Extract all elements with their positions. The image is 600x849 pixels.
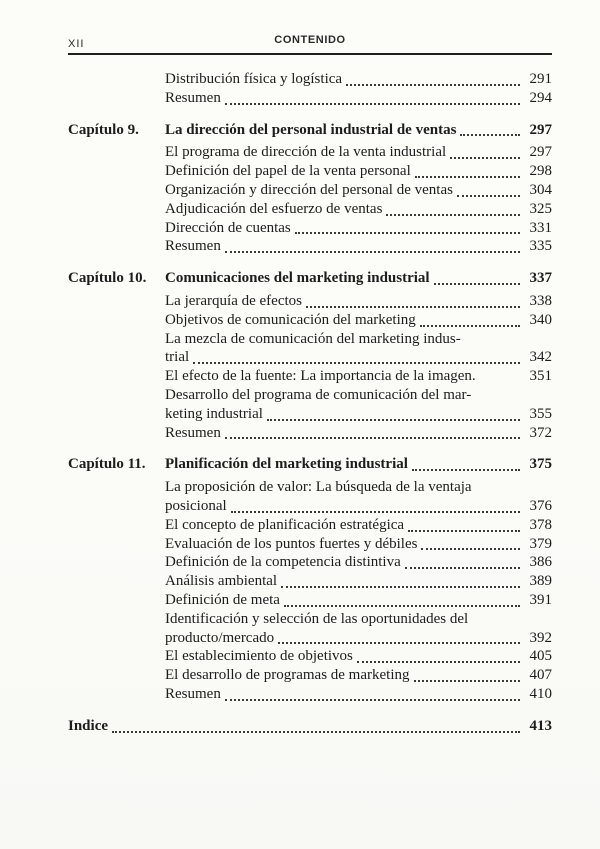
toc-entry — [68, 219, 552, 238]
chapter-label: Capítulo 9. — [68, 121, 139, 138]
dot-leader — [457, 195, 520, 197]
entry-page-number: 294 — [529, 89, 552, 106]
toc-entry — [68, 535, 552, 554]
entry-title: Organización y dirección del personal de ventas — [165, 181, 453, 198]
index-entry — [68, 717, 552, 736]
toc-entry — [68, 572, 552, 591]
entry-page-number: 342 — [529, 349, 552, 366]
toc-entry — [68, 666, 552, 685]
toc-entry-wrap-line — [68, 386, 552, 405]
entry-title: Definición de meta — [165, 591, 280, 608]
entry-page-number: 407 — [529, 667, 552, 684]
entry-page-number: 379 — [529, 535, 552, 552]
toc-entry-wrap-line — [68, 478, 552, 497]
dot-leader — [421, 548, 520, 550]
toc-entry — [68, 311, 552, 330]
chapter-title: Comunicaciones del marketing industrial — [165, 270, 430, 287]
entry-page-number: 304 — [529, 181, 552, 198]
toc-entry — [68, 367, 552, 386]
entry-page-number: 331 — [529, 219, 552, 236]
entry-title: El efecto de la fuente: La importancia de la imagen. — [165, 368, 476, 385]
entry-page-number: 355 — [529, 405, 552, 422]
entry-page-number: 291 — [529, 71, 552, 87]
dot-leader — [415, 176, 520, 178]
entry-title: Resumen — [165, 424, 221, 441]
entry-title: La mezcla de comunicación del marketing indus- — [165, 330, 461, 347]
toc-entry — [68, 200, 552, 219]
dot-leader — [408, 530, 520, 532]
entry-page-number: 376 — [529, 497, 552, 514]
entry-title: La jerarquía de efectos — [165, 292, 302, 309]
toc-entry — [68, 516, 552, 535]
toc-entry — [68, 405, 552, 424]
entry-title: Dirección de cuentas — [165, 219, 291, 236]
toc-entry — [68, 237, 552, 256]
chapter-page-number: 297 — [529, 121, 552, 138]
entry-title: Análisis ambiental — [165, 573, 278, 590]
toc-section-chapter-9 — [68, 121, 552, 257]
chapter-title: La dirección del personal industrial de ventas — [165, 121, 457, 138]
toc-section-continued — [68, 70, 552, 108]
header-rule — [68, 53, 552, 55]
dot-leader — [225, 103, 520, 105]
toc-entry — [68, 553, 552, 572]
entry-title: La proposición de valor: La búsqueda de la ventaja — [165, 479, 472, 496]
toc-section-chapter-11 — [68, 455, 552, 703]
entry-page-number: 378 — [529, 516, 552, 533]
index-page-number: 413 — [529, 717, 552, 734]
entry-page-number: 298 — [529, 163, 552, 180]
entry-title: posicional — [165, 497, 227, 514]
entry-title: Objetivos de comunicación del marketing — [165, 311, 416, 328]
entry-title: Resumen — [165, 685, 221, 702]
toc-entry — [68, 424, 552, 443]
chapter-label: Capítulo 10. — [68, 270, 147, 287]
entry-title: El programa de dirección de la venta industrial — [165, 144, 447, 161]
entry-page-number: 325 — [529, 200, 552, 217]
entry-page-number: 392 — [529, 629, 552, 646]
dot-leader — [225, 437, 520, 439]
entry-title: El desarrollo de programas de marketing — [165, 667, 410, 684]
toc-entry — [68, 89, 552, 108]
page-folio: XII — [68, 38, 85, 50]
dot-leader — [306, 306, 520, 308]
dot-leader — [450, 157, 520, 159]
dot-leader — [414, 680, 521, 682]
toc-entry — [68, 292, 552, 311]
entry-title: El establecimiento de objetivos — [165, 648, 353, 665]
entry-title: Adjudicación del esfuerzo de ventas — [165, 200, 383, 217]
dot-leader — [405, 567, 520, 569]
entry-page-number: 338 — [529, 292, 552, 309]
dot-leader — [112, 731, 520, 733]
entry-page-number: 386 — [529, 554, 552, 571]
entry-page-number: 351 — [529, 368, 552, 385]
entry-page-number: 391 — [529, 591, 552, 608]
chapter-title: Planificación del marketing industrial — [165, 456, 408, 473]
entry-page-number: 410 — [529, 685, 552, 702]
entry-title: Resumen — [165, 238, 221, 255]
toc-entry — [68, 70, 552, 89]
index-label: Indice — [68, 717, 109, 734]
dot-leader — [193, 362, 520, 364]
chapter-label: Capítulo 11. — [68, 456, 146, 473]
entry-title: Evaluación de los puntos fuertes y débiles — [165, 535, 418, 552]
table-of-contents — [68, 70, 552, 736]
entry-page-number: 389 — [529, 573, 552, 590]
entry-title: Identificación y selección de las oportunidades del — [165, 610, 469, 627]
dot-leader — [225, 699, 520, 701]
toc-entry — [68, 181, 552, 200]
toc-section-chapter-10 — [68, 269, 552, 442]
toc-entry — [68, 629, 552, 648]
chapter-page-number: 337 — [529, 270, 552, 287]
dot-leader — [386, 214, 520, 216]
chapter-heading — [68, 455, 552, 474]
entry-title: Resumen — [165, 89, 221, 106]
toc-entry — [68, 685, 552, 704]
dot-leader — [346, 84, 520, 86]
toc-entry — [68, 162, 552, 181]
entry-title: Desarrollo del programa de comunicación del mar- — [165, 386, 472, 403]
dot-leader — [357, 661, 520, 663]
entry-page-number: 335 — [529, 238, 552, 255]
entry-title: Distribución física y logística — [165, 71, 343, 87]
toc-entry — [68, 497, 552, 516]
toc-entry — [68, 143, 552, 162]
entry-page-number: 297 — [529, 144, 552, 161]
dot-leader — [231, 511, 520, 513]
entry-title: keting industrial — [165, 405, 263, 422]
entry-title: Definición del papel de la venta personal — [165, 163, 411, 180]
entry-title: trial — [165, 349, 190, 366]
chapter-page-number: 375 — [529, 456, 552, 473]
page-header — [68, 34, 552, 49]
dot-leader — [267, 419, 520, 421]
dot-leader — [420, 325, 520, 327]
entry-title: producto/mercado — [165, 629, 275, 646]
running-head: CONTENIDO — [274, 34, 346, 46]
dot-leader — [434, 283, 520, 285]
dot-leader — [225, 251, 520, 253]
toc-entry — [68, 348, 552, 367]
entry-title: Definición de la competencia distintiva — [165, 554, 401, 571]
entry-page-number: 405 — [529, 648, 552, 665]
chapter-heading — [68, 121, 552, 140]
toc-entry-wrap-line — [68, 330, 552, 349]
dot-leader — [281, 586, 520, 588]
entry-title: El concepto de planificación estratégica — [165, 516, 405, 533]
entry-page-number: 372 — [529, 424, 552, 441]
dot-leader — [284, 605, 520, 607]
chapter-heading — [68, 269, 552, 288]
dot-leader — [412, 469, 520, 471]
toc-entry-wrap-line — [68, 610, 552, 629]
dot-leader — [278, 642, 520, 644]
dot-leader — [460, 134, 520, 136]
toc-entry — [68, 647, 552, 666]
entry-page-number: 340 — [529, 311, 552, 328]
toc-entry — [68, 591, 552, 610]
dot-leader — [295, 232, 520, 234]
